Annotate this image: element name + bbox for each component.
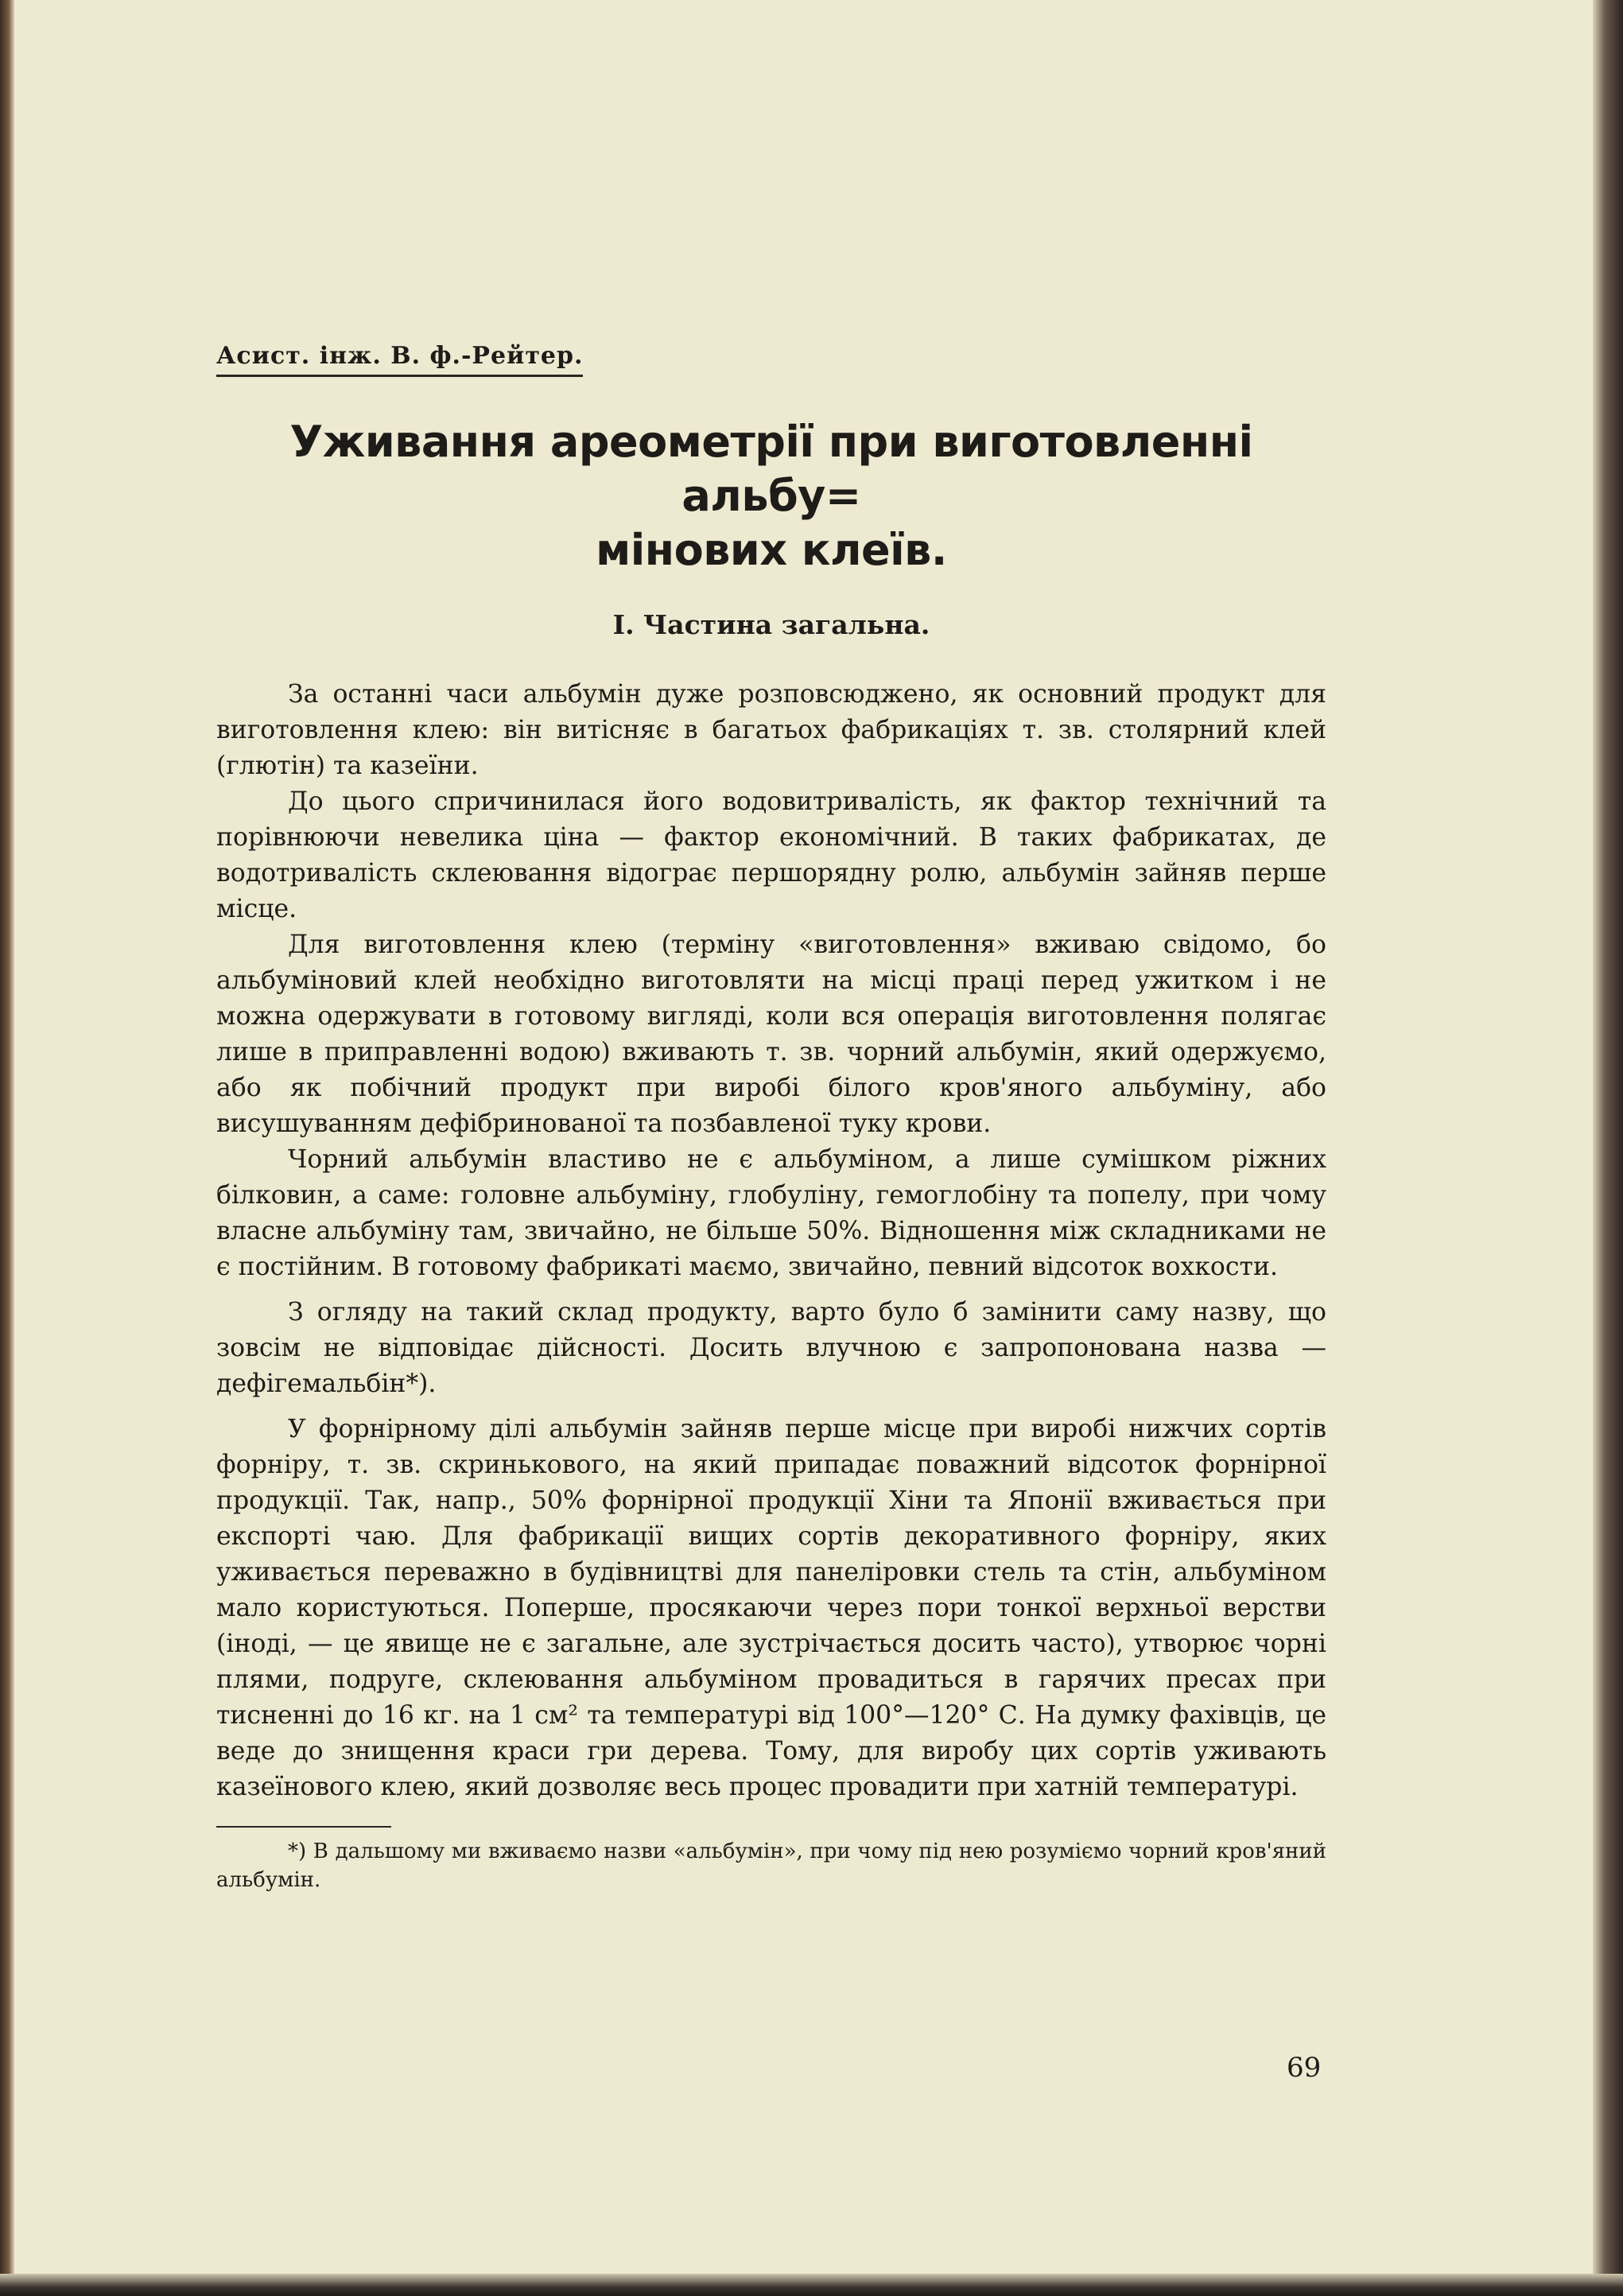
footnote: *) В дальшому ми вживаємо назви «альбумін», при чому під нею розуміємо чорний кров'яний альбумін. (216, 1840, 1326, 1892)
section-heading: I. Частина загальна. (612, 609, 930, 640)
paragraph: Чорний альбумін властиво не є альбуміном, а лише сумішком ріжних білковин, а саме: головне альбуміну, глобуліну, гемоглобіну та попелу, при чому власне альбуміну там, звичайно, не більше 50%. Відношення між складниками не є постійним. В готовому фабрикаті маємо, звичайно, певний відсоток вохкости. (216, 1145, 1326, 1281)
scan-edge-left (0, 0, 14, 2296)
title-line-2: мінових клеїв. (596, 525, 947, 575)
paragraph: З огляду на такий склад продукту, варто було б замінити саму назву, що зовсім не відповідає дійсності. Досить влучною є запропонована назва — дефігемальбін*). (216, 1298, 1326, 1398)
article-title (216, 415, 1326, 577)
scan-edge-right (1593, 0, 1623, 2296)
footnote-divider (216, 1826, 391, 1828)
paragraph: У форнірному ділі альбумін зайняв перше місце при виробі нижчих сортів форніру, т. зв. скринькового, на який припадає поважний відсоток форнірної продукції. Так, напр., 50% форнірної продукції Хіни та Японії вживається при експорті чаю. Для фабрикації вищих сортів декоративного форніру, яких уживається переважно в будівництві для панеліровки стель та стін, альбуміном мало користуються. Поперше, просякаючи через пори тонкої верхньої верстви (іноді, — це явище не є загальне, але зустрічається досить часто), утворює чорні плями, подруге, склеювання альбуміном провадиться в гарячих пресах при тисненні до 16 кг. на 1 см² та температурі від 100°—120° С. На думку фахівців, це веде до знищення краси гри дерева. Тому, для виробу цих сортів уживають казеїнового клею, який дозволяє весь процес провадити при хатній температурі. (216, 1415, 1326, 1801)
author-line: Асист. інж. В. ф.-Рейтер. (216, 342, 583, 377)
page-number: 69 (1287, 2052, 1322, 2084)
scan-edge-bottom (0, 2274, 1623, 2296)
title-line-1: Уживання ареометрії при виготовленні альбу= (289, 417, 1253, 521)
paragraph: Для виготовлення клею (терміну «виготовлення» вживаю свідомо, бо альбуміновий клей необхідно виготовляти на місці праці перед ужитком і не можна одержувати в готовому вигляді, коли вся операція виготовлення полягає лише в приправленні водою) вживають т. зв. чорний альбумін, який одержуємо, або як побічний продукт при виробі білого кров'яного альбуміну, або висушуванням дефібринованої та позбавленої туку крови. (216, 930, 1326, 1138)
article-body (216, 677, 1326, 1805)
paragraph: За останні часи альбумін дуже розповсюджено, як основний продукт для виготовлення клею: він витісняє в багатьох фабрикаціях т. зв. столярний клей (глютін) та казеїни. (216, 680, 1326, 780)
page-content (216, 342, 1326, 1894)
paragraph: До цього спричинилася його водовитривалість, як фактор технічний та порівнюючи невелика ціна — фактор економічний. В таких фабрикатах, де водотривалість склеювання відограє першорядну ролю, альбумін зайняв перше місце. (216, 787, 1326, 923)
